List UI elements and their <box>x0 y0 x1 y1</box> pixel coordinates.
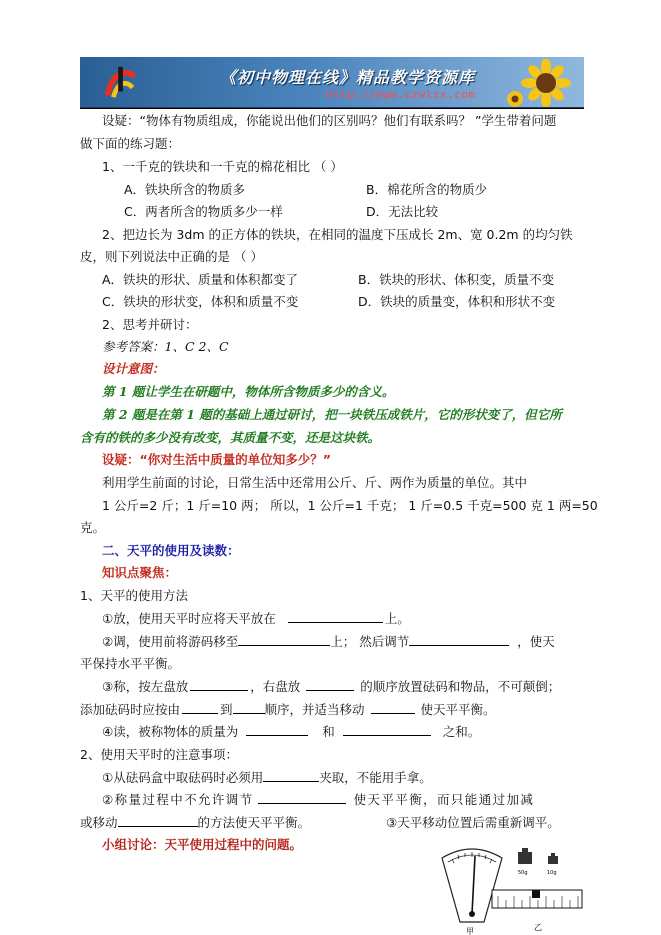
ask-question-2: 设疑：“你对生活中质量的单位知多少？” <box>102 452 331 467</box>
group-discussion: 小组讨论：天平使用过程中的问题。 <box>102 837 303 852</box>
fill-blank[interactable] <box>246 723 308 736</box>
focus-heading: 知识点聚焦： <box>102 565 178 580</box>
site-logo-icon <box>102 63 140 101</box>
fill-blank[interactable] <box>288 610 383 623</box>
fill-blank[interactable] <box>263 769 319 782</box>
text-line: 平保持水平平衡。 <box>80 656 181 671</box>
q1-option-a: A．铁块所含的物质多 <box>124 182 246 197</box>
design-point-1: 第 1 题让学生在研题中，物体所含物质多少的含义。 <box>102 384 395 399</box>
sunflower-icon <box>506 59 578 107</box>
q1-option-d: D．无法比较 <box>366 204 439 219</box>
weight-label-1: 50g <box>518 870 528 876</box>
note-2-cont: 或移动 的方法使天平平衡。 <box>80 815 311 830</box>
note-3: ③天平移动位置后需重新调平。 <box>386 815 560 830</box>
text-line: 克。 <box>80 520 106 535</box>
weights-icon <box>518 848 558 876</box>
unit-conversion: 1 公斤=2 斤；1 斤=10 两； 所以，1 公斤=1 千克； 1 斤=0.5 千克=500 克 1 两=50 <box>102 498 598 513</box>
figure-label-right: 乙 <box>534 923 542 932</box>
banner-url[interactable]: http://www.czwlzx.com <box>326 88 476 101</box>
fill-blank[interactable] <box>182 701 218 714</box>
text-line: 利用学生前面的讨论，日常生活中还常用公斤、斤、两作为质量的单位。其中 <box>102 475 528 490</box>
header-rule <box>80 108 584 109</box>
weight-label-2: 10g <box>547 870 557 876</box>
fill-blank[interactable] <box>238 633 330 646</box>
step-weigh-cont: 添加砝码时应按由 到 顺序，并适当移动 使天平平衡。 <box>80 702 496 717</box>
question-2-cont: 皮，则下列说法中正确的是 （ ） <box>80 249 263 264</box>
section-heading: 二、天平的使用及读数： <box>102 543 240 558</box>
fill-blank[interactable] <box>306 678 354 691</box>
fill-blank[interactable] <box>190 678 248 691</box>
ask-question-1: 设疑：“物体有物质组成，你能说出他们的区别吗？他们有联系吗？ ”学生带着问题 <box>102 113 557 128</box>
q2-option-c: C．铁块的形状变，体积和质量不变 <box>102 294 299 309</box>
question-2: 2、把边长为 3dm 的正方体的铁块，在相同的温度下压成长 2m、宽 0.2m 的均匀铁 <box>102 227 573 242</box>
design-point-2-cont: 含有的铁的多少没有改变，其质量不变，还是这块铁。 <box>80 430 381 445</box>
beam-scale-icon <box>492 890 582 908</box>
text-line: 做下面的练习题： <box>80 136 181 151</box>
method-heading: 1、天平的使用方法 <box>80 588 188 603</box>
figure-label-left: 甲 <box>466 927 474 935</box>
fill-blank[interactable] <box>118 814 198 827</box>
note-2: ②称量过程中不允许调节 使天平平衡，而只能通过加减 <box>102 792 535 807</box>
q2-option-b: B．铁块的形状、体积变，质量不变 <box>358 272 555 287</box>
balance-figure <box>436 838 584 935</box>
fill-blank[interactable] <box>258 791 346 804</box>
banner-title: 《初中物理在线》精品教学资源库 <box>220 68 476 87</box>
balance-dial-icon <box>442 849 502 922</box>
step-place: ①放，使用天平时应将天平放在 上。 <box>102 611 410 626</box>
design-title: 设计意图： <box>102 361 165 376</box>
reference-answer: 参考答案：1、C 2、C <box>102 339 229 354</box>
q2-option-a: A．铁块的形状、质量和体积都变了 <box>102 272 299 287</box>
design-point-2: 第 2 题是在第 1 题的基础上通过研讨，把一块铁压成铁片，它的形状变了，但它所 <box>102 407 562 422</box>
fill-blank[interactable] <box>343 723 431 736</box>
fill-blank[interactable] <box>233 701 265 714</box>
header-banner <box>80 57 584 108</box>
notes-heading: 2、使用天平时的注意事项： <box>80 747 238 762</box>
step-adjust: ②调，使用前将游码移至 上； 然后调节 ，使天 <box>102 634 555 649</box>
q1-option-c: C．两者所含的物质多少一样 <box>124 204 283 219</box>
fill-blank[interactable] <box>409 633 509 646</box>
fill-blank[interactable] <box>371 701 415 714</box>
q2-option-d: D．铁块的质量变，体积和形状不变 <box>358 294 556 309</box>
think-heading: 2、思考并研讨： <box>102 317 198 332</box>
note-1: ①从砝码盒中取砝码时必须用 夹取，不能用手拿。 <box>102 770 432 785</box>
question-1: 1、一千克的铁块和一千克的棉花相比 （ ） <box>102 159 343 174</box>
step-read: ④读，被称物体的质量为 和 之和。 <box>102 724 481 739</box>
step-weigh: ③称，按左盘放 ，右盘放 的顺序放置砝码和物品，不可颠倒； <box>102 679 561 694</box>
q1-option-b: B．棉花所含的物质少 <box>366 182 488 197</box>
